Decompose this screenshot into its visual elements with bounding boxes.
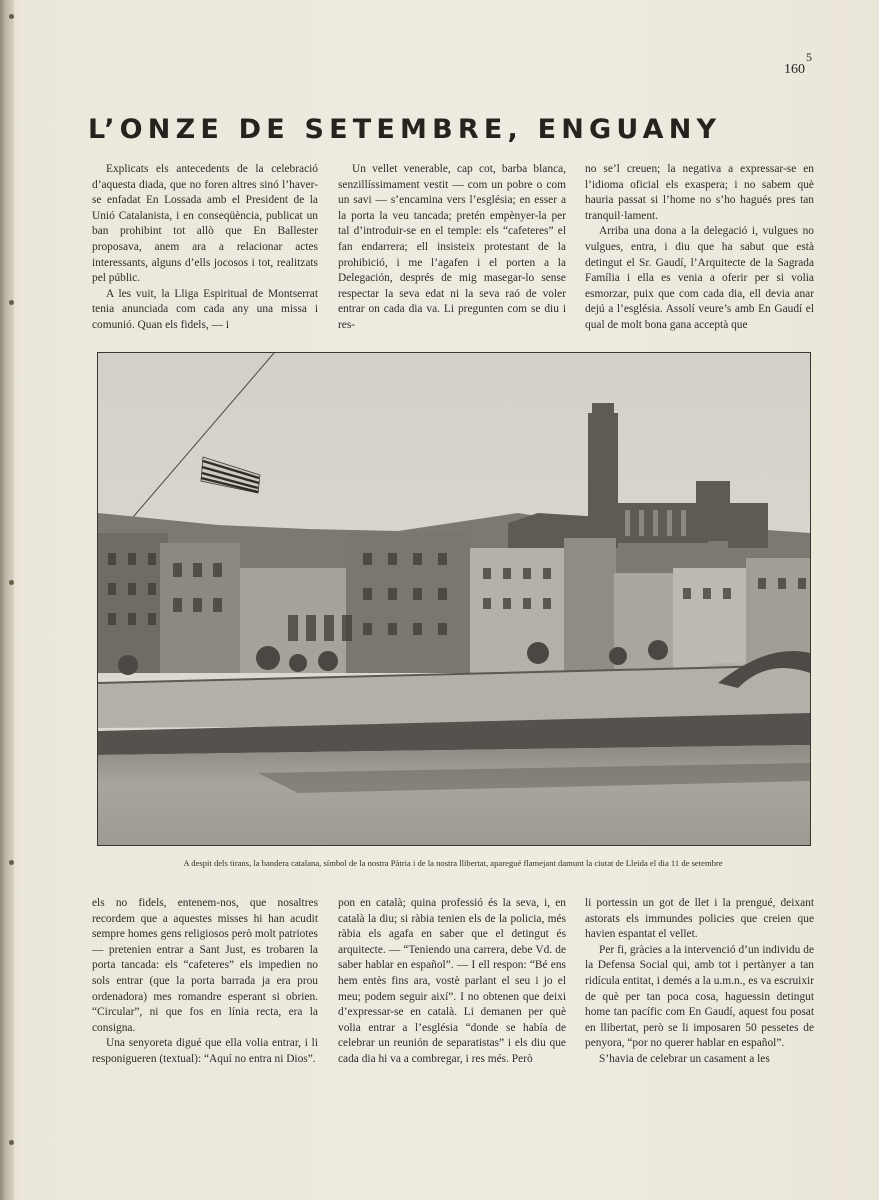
paragraph: els no fidels, entenem-nos, que nosaltres recordem que a aquestes misses hi han acudit sempre homes gens religiosos però molt patriotes — pretenien entrar a Sant Just, es trobaren la porta tancada: els “cafeteres” els impedien no sols entrar (que la porta barrada ja era prou ordenadora) mes romandre esperant si obrien. “Circular”, ni que fos en línia recta, era la consigna. [92, 897, 318, 1034]
page-number: 160 [784, 62, 805, 77]
top-column-3 [585, 162, 814, 334]
paragraph: pon en català; quina professió és la seva, i, en català la diu; si ràbia tenien els de la policia, més ràbia els agafa en saber que el detingut és arquitecte. — “Teniendo una carrera, debe Vd. de saber hablar en español”. — I ell respon: “Bé ens hem entès fins ara, vostè parlant el seu i jo el meu; podem seguir així”. I no obtenen que deixi d’expressar-se en català. Li demanen per què volia entrar a l’església “donde se había de celebrar un reunión de separatistas” i els diu que cada dia hi va a combregar, i res més. Però [338, 897, 566, 1065]
bottom-column-3 [585, 896, 814, 1068]
article-title: L’ONZE DE SETEMBRE, ENGUANY [88, 114, 722, 145]
binding-pin [9, 580, 14, 585]
paragraph: S’havia de celebrar un casament a les [599, 1052, 770, 1065]
photo-illustration [98, 353, 810, 845]
top-column-2 [338, 162, 566, 334]
lleida-photograph [97, 352, 811, 846]
paragraph: Arriba una dona a la delegació i, vulgues no vulgues, entra, i diu que ha sabut que està detingut el Sr. Gaudí, l’Arquitecte de la Sagrada Família i ella es venia a oferir per si volia esmorzar, puix que com cada dia, ell devia anar dejú a l’església. Assolí veure’s amb En Gaudí el qual de molt bona gana acceptà que [585, 225, 814, 331]
photo-caption: A despit dels tirans, la bandera catalana, símbol de la nostra Pàtria i de la nostra llibertat, aparegué flamejant damunt la ciutat de Lleida el dia 11 de setembre [183, 858, 723, 868]
binding-pin [9, 300, 14, 305]
paragraph: Una senyoreta digué que ella volia entrar, i li responigueren (textual): “Aquí no entra ni Dios”. [92, 1037, 318, 1065]
binding-pin [9, 860, 14, 865]
binding-pin [9, 14, 14, 19]
paragraph: Explicats els antecedents de la celebració d’aquesta diada, que no foren altres sinó l’haver-se enfadat En Lossada amb el President de la Unió Catalanista, i en conseqüència, publicat un ban prohibint tot allò que En Ballester proposava, anem ara a relacionar actes interessants, alguns d’ells jocosos i tot, realitzats pel públic. [92, 163, 318, 285]
paragraph: no se’l creuen; la negativa a expressar-se en l’idioma oficial els exaspera; i no sabem què hauria passat si l’home no s’ho hagués pres tan tranquil·lament. [585, 163, 814, 222]
paragraph: A les vuit, la Lliga Espiritual de Montserrat tenia anunciada com cada any una missa i comunió. Quan els fidels, — i [92, 287, 318, 331]
paragraph: li portessin un got de llet i la prengué, deixant astorats els immundes policies que creien que havien espantat el vellet. [585, 897, 814, 941]
corner-mark: 5 [806, 50, 812, 64]
paragraph: Per fi, gràcies a la intervenció d’un individu de la Defensa Social qui, amb tot i pertànyer a tan ridícula entitat, i demés a la u.m.n., es va escruixir de què per tan poca cosa, haguessin detingut home tan pacífic com En Gaudí, aquest fou posat en llibertat, però se li imposaren 50 pessetes de penyora, “por no querer hablar en español”. [585, 943, 815, 1050]
binding-pin [9, 1140, 14, 1145]
bottom-column-2 [338, 896, 566, 1068]
top-column-1 [92, 162, 318, 334]
paragraph: Un vellet venerable, cap cot, barba blanca, senzillíssimament vestit — com un pobre o com un savi — s’encamina vers l’església; en esser a la porta la veu tancada; pretén empènyer-la per tal d’introduir-se en el temple: els “cafeteres” el fan endarrera; ell insisteix protestant de la prohibició, i me l’agafen i el porten a la Delegación, després de mig masegar-lo sense respectar la seva edat ni la seva raó de voler entrar on cada dia va. Li pregunten com se diu i res- [338, 163, 566, 331]
page-binding-edge [0, 0, 14, 1200]
bottom-column-1 [92, 896, 318, 1068]
